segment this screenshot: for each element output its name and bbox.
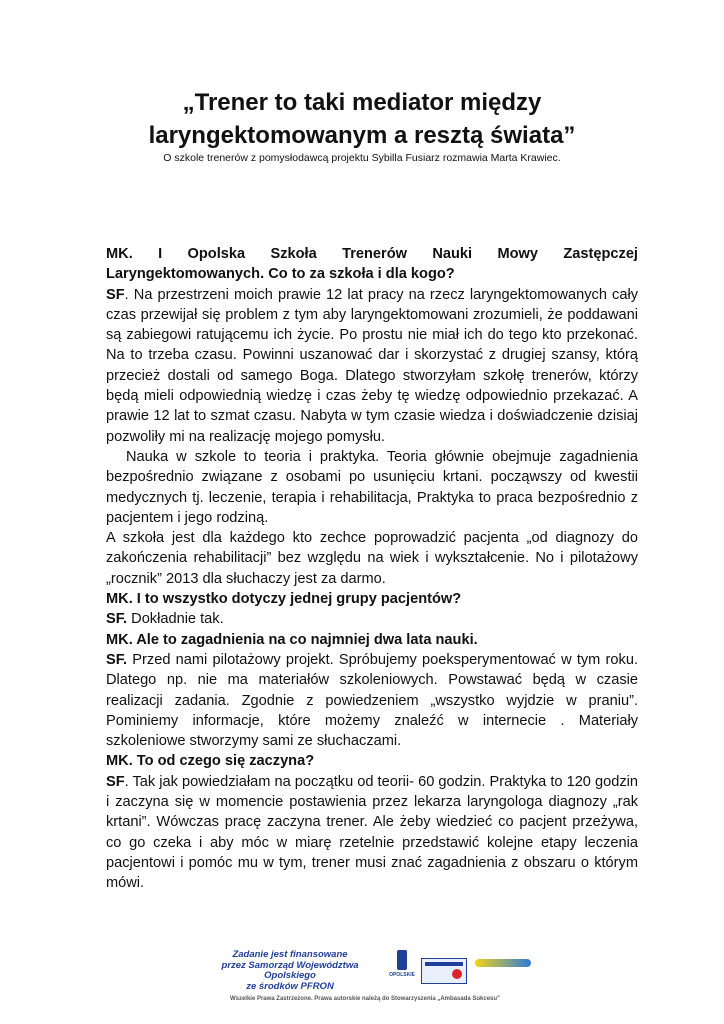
answer-4	[106, 772, 638, 894]
speaker-label: SF.	[106, 651, 128, 668]
ambasada-logo	[421, 958, 467, 984]
funding-line-2: przez Samorząd Województwa Opolskiego	[221, 959, 359, 981]
question-4: MK. To od czego się zaczyna?	[106, 753, 315, 770]
copyright-note: Wszelkie Prawa Zastrzeżone. Prawa autorskie należą do Stowarzyszenia „Ambasada Sukcesu”	[229, 996, 501, 1002]
rops-logo	[475, 959, 531, 981]
speaker-label: SF	[106, 773, 125, 790]
answer-text: . Na przestrzeni moich prawie 12 lat pracy na rzecz laryngektomowanych cały czas przewijał się problem z tym aby laryngektomowani zrozumieli, że poddawani są zabiegowi ratującemu ich życie. Po prostu nie miał ich do tego kto przekonać. Na to trzeba czasu. Powinni uszanować dar i skorzystać z drugiej szansy, którą przecież dostali od samego Boga. Dlatego stworzyłam szkołę trenerów, którzy będą mieli odpowiednią wiedzę i czas żeby tę wiedzę odpowiednio przekazać. A prawie 12 lat to szmat czasu. Nabyta w tym czasie wiedza i doświadczenie dzisiaj pozwoliły mi na realizację mojego pomysłu.	[106, 286, 638, 445]
answer-3	[106, 650, 638, 751]
funding-line-1: Zadanie jest finansowane	[232, 949, 348, 960]
answer-2	[106, 609, 638, 629]
speaker-label: SF.	[106, 611, 128, 628]
opolskie-emblem-icon	[397, 950, 407, 970]
opolskie-logo-text: OPOLSKIE	[389, 972, 415, 978]
answer-text: Przed nami pilotażowy projekt. Spróbujemy poeksperymentować w tym roku. Dlatego np. nie ma materiałów szkoleniowych. Powstawać będą w czasie realizacji zadania. Zgodnie z powiedzeniem „wszystko wyjdzie w praniu”. Pominiemy informacje, które możemy znaleźć w internecie . Materiały szkoleniowe stworzymy sami ze słuchaczami.	[106, 651, 638, 750]
article-body	[106, 244, 638, 894]
question-1: MK. I Opolska Szkoła Trenerów Nauki Mowy Zastępczej Laryngektomowanych. Co to za szkoła i dla kogo?	[106, 246, 638, 283]
answer-text: Dokładnie tak.	[127, 611, 224, 628]
article-title	[0, 86, 724, 152]
answer-1-paragraph-3: A szkoła jest dla każdego kto zechce poprowadzić pacjenta „od diagnozy do zakończenia rehabilitacji” bez względu na wiek i wykształcenie. No i pilotażowy „rocznik” 2013 dla słuchaczy jest za darmo.	[106, 530, 638, 587]
answer-text: . Tak jak powiedziałam na początku od teorii- 60 godzin. Praktyka to 120 godzin i zaczyna się w momencie postawienia przez lekarza laryngologa diagnozy „rak krtani”. Wówczas pracę zaczyna trener. Ale żeby wiedzieć co pacjent przeżywa, co go czeka i aby móc w miarę rzetelnie przedstawić kolejne etapy leczenia pacjentowi i pomóc mu w tym, trener musi znać zagadnienia z obszaru o którym mówi.	[106, 773, 638, 892]
funding-note	[195, 950, 385, 992]
article-subtitle: O szkole trenerów z pomysłodawcą projektu Sybilla Fusiarz rozmawia Marta Krawiec.	[163, 152, 561, 164]
title-line-2: laryngektomowanym a resztą świata”	[148, 122, 576, 149]
answer-1	[106, 285, 638, 447]
answer-1-paragraph-2: Nauka w szkole to teoria i praktyka. Teoria głównie obejmuje zagadnienia bezpośrednio związane z osobami po usunięciu krtani. począwszy od kwestii medycznych tj. leczenie, terapia i rehabilitacja, Praktyka to praca bezpośrednio z pacjentem i jego rodziną.	[106, 448, 638, 526]
question-3: MK. Ale to zagadnienia na co najmniej dwa lata nauki.	[106, 631, 478, 648]
speaker-label: SF	[106, 286, 125, 303]
title-line-1: „Trener to taki mediator między	[182, 89, 542, 116]
opolskie-logo	[387, 950, 417, 984]
footer	[195, 950, 535, 1012]
funding-line-3: ze środków PFRON	[246, 980, 334, 992]
question-2: MK. I to wszystko dotyczy jednej grupy pacjentów?	[106, 591, 462, 608]
